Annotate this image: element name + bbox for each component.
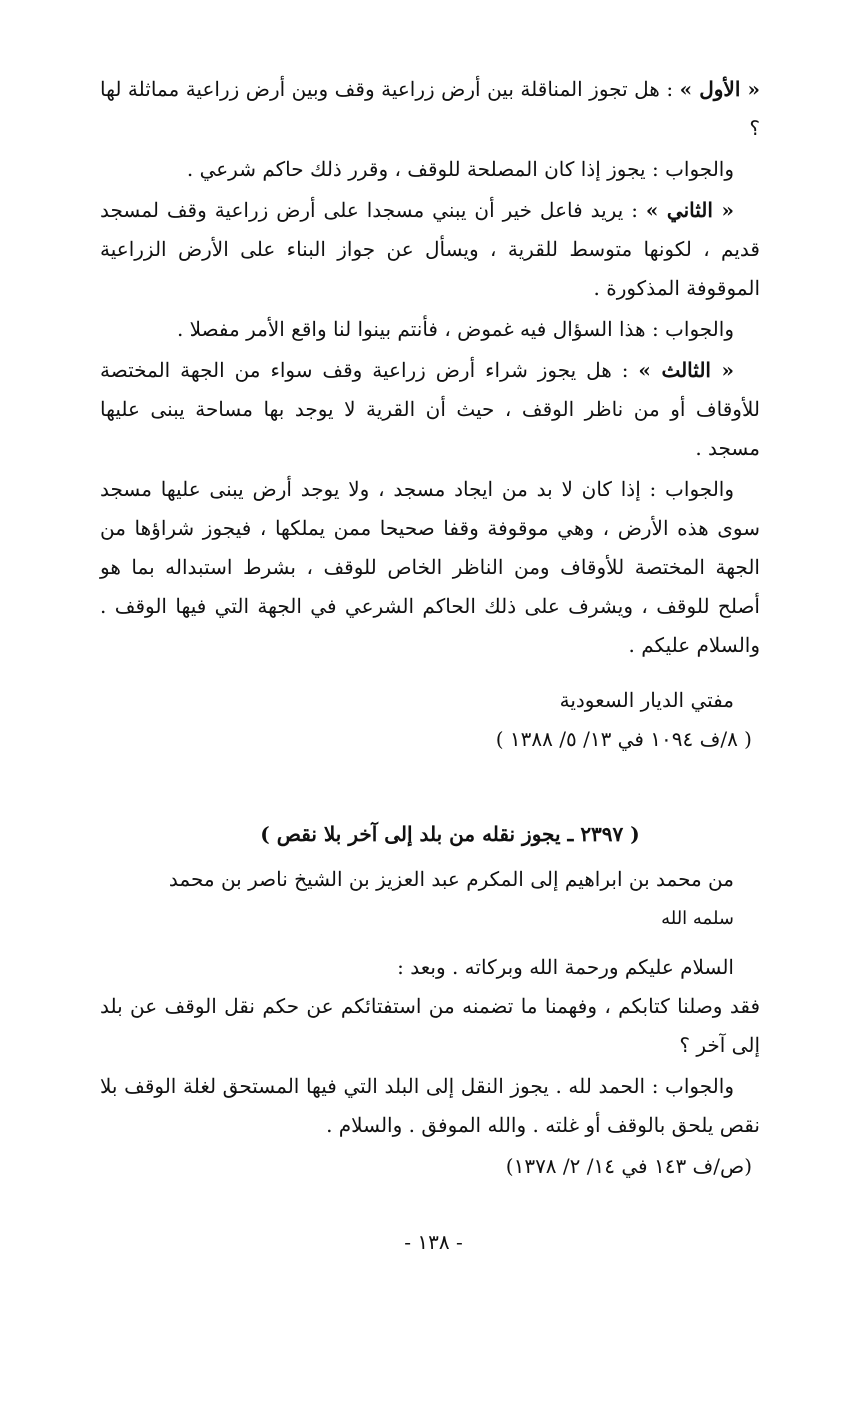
reference-2: (ص/ف ١٤٣ في ١٤/ ٢/ ١٣٧٨): [505, 1154, 752, 1178]
answer-2: والجواب : هذا السؤال فيه غموض ، فأنتم بينوا لنا واقع الأمر مفصلا .: [176, 317, 734, 341]
answer-1: والجواب : يجوز إذا كان المصلحة للوقف ، وقرر ذلك حاكم شرعي .: [186, 157, 734, 181]
address-from: من محمد بن ابراهيم إلى المكرم عبد العزيز بن الشيخ ناصر بن محمد: [168, 867, 734, 891]
question-1-label: « الأول »: [679, 77, 760, 101]
reference-1: ( ٨/ف ١٠٩٤ في ١٣/ ٥/ ١٣٨٨ ): [495, 727, 752, 751]
letter-answer: والجواب : الحمد لله . يجوز النقل إلى البلد التي فيها المستحق لغلة الوقف بلا نقص يلحق بالوقف أو غلته . والله الموفق . والسلام .: [100, 1074, 760, 1137]
signature: مفتي الديار السعودية: [559, 688, 734, 712]
greeting: السلام عليكم ورحمة الله وبركاته . وبعد :: [397, 955, 734, 979]
question-2: [100, 191, 760, 308]
question-3: [100, 351, 760, 468]
page-number: - ١٣٨ -: [404, 1230, 463, 1254]
page-body: [100, 70, 760, 1186]
question-3-text: : هل يجوز شراء أرض زراعية وقف سواء من الجهة المختصة للأوقاف أو من ناظر الوقف ، حيث أن القرية لا يوجد بها مساحة يبنى عليها مسجد .: [100, 358, 760, 460]
letter-body: فقد وصلنا كتابكم ، وفهمنا ما تضمنه من استفتائكم عن حكم نقل الوقف عن بلد إلى آخر ؟: [100, 994, 760, 1057]
question-2-text: : يريد فاعل خير أن يبني مسجدا على أرض زراعية وقف لمسجد قديم ، لكونها متوسط للقرية ، ويسأل عن جواز البناء على الأرض الزراعية الموقوفة المذكورة .: [100, 198, 760, 300]
question-3-label: « الثالث »: [638, 358, 734, 382]
answer-3: والجواب : إذا كان لا بد من ايجاد مسجد ، ولا يوجد أرض يبنى عليها مسجد سوى هذه الأرض ، وهي موقوفة وقفا صحيحا ممن يملكها ، فيجوز شراؤها من الجهة المختصة للأوقاف ومن الناظر الخاص للوقف ، بشرط استبداله بما هو أصلح للوقف ، ويشرف على ذلك الحاكم الشرعي في الجهة التي فيها الوقف . والسلام عليكم .: [100, 477, 760, 657]
question-1-text: : هل تجوز المناقلة بين أرض زراعية وقف وبين أرض زراعية مماثلة لها ؟: [100, 77, 760, 140]
section-title: ( ٢٣٩٧ ـ يجوز نقله من بلد إلى آخر بلا نقص ): [260, 822, 640, 846]
question-2-label: « الثاني »: [645, 198, 734, 222]
question-1: [100, 70, 760, 148]
address-blessing: سلمه الله: [661, 908, 734, 929]
